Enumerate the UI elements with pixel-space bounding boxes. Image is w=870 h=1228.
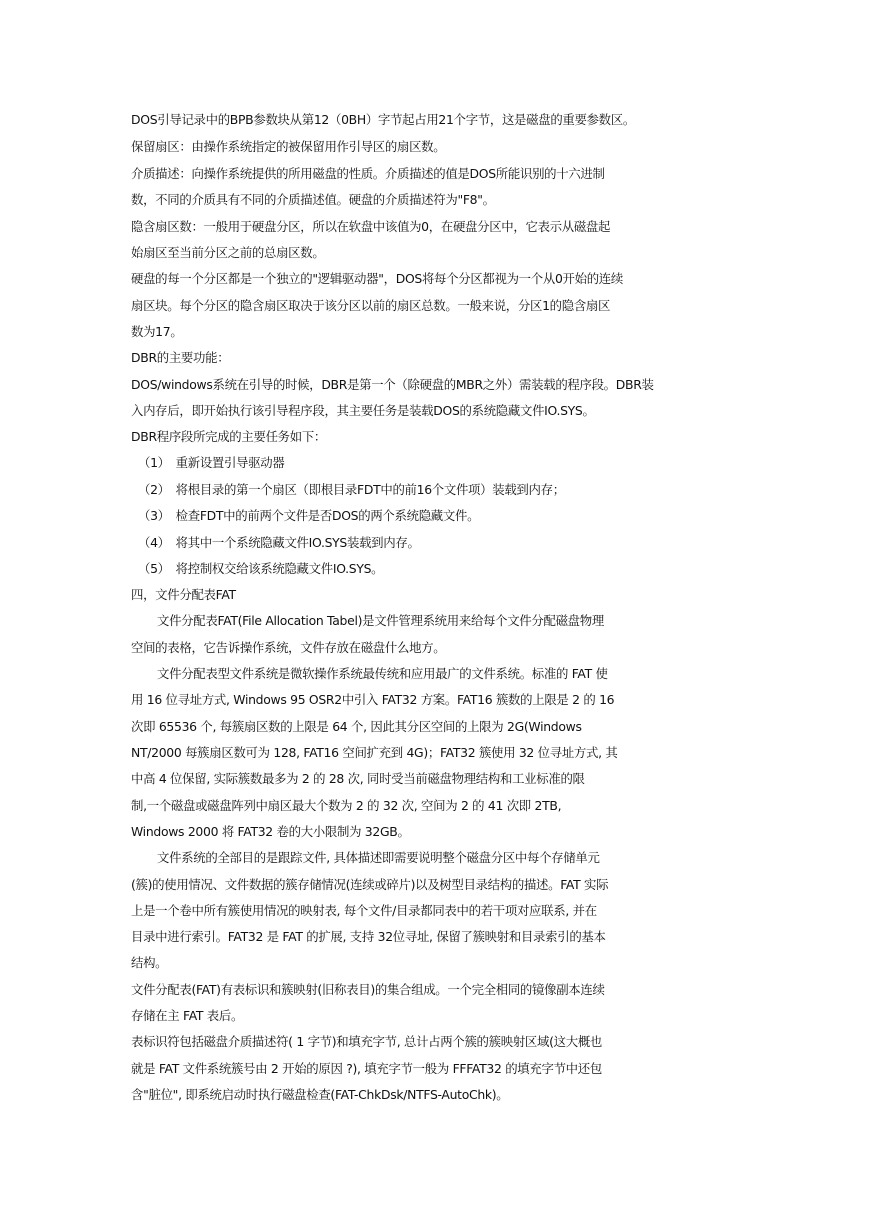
text-line: 数，不同的介质具有不同的介质描述值。硬盘的介质描述符为"F8"。	[131, 192, 495, 207]
list-item: （5） 将控制权交给该系统隐藏文件IO.SYS。	[138, 561, 384, 576]
list-item: （1） 重新设置引导驱动器	[138, 455, 285, 470]
text-line: 就是 FAT 文件系统簇号由 2 开始的原因 ?), 填充字节一般为 FFFAT32 的填充字节中还包	[131, 1061, 602, 1076]
text-line: 存储在主 FAT 表后。	[131, 1008, 244, 1023]
text-line: DBR程序段所完成的主要任务如下：	[131, 429, 327, 444]
text-line: 含"脏位", 即系统启动时执行磁盘检查(FAT-ChkDsk/NTFS-AutoChk)。	[131, 1087, 509, 1102]
text-line: (簇)的使用情况、文件数据的簇存储情况(连续或碎片)以及树型目录结构的描述。FAT 实际	[131, 877, 609, 892]
text-line: 入内存后，即开始执行该引导程序段，其主要任务是装载DOS的系统隐藏文件IO.SYS。	[131, 403, 595, 418]
section-heading: DBR的主要功能：	[131, 350, 230, 365]
text-line: 用 16 位寻址方式, Windows 95 OSR2中引入 FAT32 方案。FAT16 簇数的上限是 2 的 16	[131, 692, 615, 707]
text-line: 文件分配表(FAT)有表标识和簇映射(旧称表目)的集合组成。一个完全相同的镜像副本连续	[131, 982, 605, 997]
text-line: 保留扇区：由操作系统指定的被保留用作引导区的扇区数。	[131, 139, 446, 154]
text-line: DOS引导记录中的BPB参数块从第12（0BH）字节起占用21个字节，这是磁盘的重要参数区。	[131, 112, 635, 127]
text-line: 隐含扇区数：一般用于硬盘分区，所以在软盘中该值为0，在硬盘分区中，它表示从磁盘起	[131, 219, 611, 234]
text-line: 文件系统的全部目的是跟踪文件, 具体描述即需要说明整个磁盘分区中每个存储单元	[157, 850, 600, 865]
text-line: 文件分配表FAT(File Allocation Tabel)是文件管理系统用来给每个文件分配磁盘物理	[157, 613, 604, 628]
text-line: 次即 65536 个, 每簇扇区数的上限是 64 个, 因此其分区空间的上限为 2G(Windows	[131, 719, 582, 734]
text-line: 始扇区至当前分区之前的总扇区数。	[131, 245, 325, 260]
text-line: DOS/windows系统在引导的时候，DBR是第一个（除硬盘的MBR之外）需装载的程序段。DBR装	[131, 377, 654, 392]
text-line: 中高 4 位保留, 实际簇数最多为 2 的 28 次, 同时受当前磁盘物理结构和工业标准的限	[131, 771, 585, 786]
text-line: 数为17。	[131, 324, 183, 339]
text-line: 制,一个磁盘或磁盘阵列中扇区最大个数为 2 的 32 次, 空间为 2 的 41 次即 2TB,	[131, 798, 562, 813]
text-line: 空间的表格，它告诉操作系统，文件存放在磁盘什么地方。	[131, 640, 446, 655]
text-line: NT/2000 每簇扇区数可为 128, FAT16 空间扩充到 4G)；FAT32 簇使用 32 位寻址方式, 其	[131, 745, 618, 760]
list-item: （3） 检查FDT中的前两个文件是否DOS的两个系统隐藏文件。	[138, 508, 480, 523]
text-line: 硬盘的每一个分区都是一个独立的"逻辑驱动器"，DOS将每个分区都视为一个从0开始的连续	[131, 271, 623, 286]
text-line: Windows 2000 将 FAT32 卷的大小限制为 32GB。	[131, 824, 410, 839]
text-line: 上是一个卷中所有簇使用情况的映射表, 每个文件/目录都同表中的若干项对应联系, 并在	[131, 903, 597, 918]
text-line: 扇区块。每个分区的隐含扇区取决于该分区以前的扇区总数。一般来说，分区1的隐含扇区	[131, 298, 611, 313]
text-line: 介质描述：向操作系统提供的所用磁盘的性质。介质描述的值是DOS所能识别的十六进制	[131, 166, 605, 181]
section-heading: 四，文件分配表FAT	[131, 587, 236, 602]
text-line: 表标识符包括磁盘介质描述符( 1 字节)和填充字节, 总计占两个簇的簇映射区域(这大概也	[131, 1034, 603, 1049]
text-line: 文件分配表型文件系统是微软操作系统最传统和应用最广的文件系统。标准的 FAT 使	[157, 666, 608, 681]
list-item: （4） 将其中一个系统隐藏文件IO.SYS装载到内存。	[138, 535, 420, 550]
list-item: （2） 将根目录的第一个扇区（即根目录FDT中的前16个文件项）装载到内存；	[138, 482, 565, 497]
text-line: 结构。	[131, 955, 168, 970]
text-line: 目录中进行索引。FAT32 是 FAT 的扩展, 支持 32位寻址, 保留了簇映射和目录索引的基本	[131, 929, 606, 944]
